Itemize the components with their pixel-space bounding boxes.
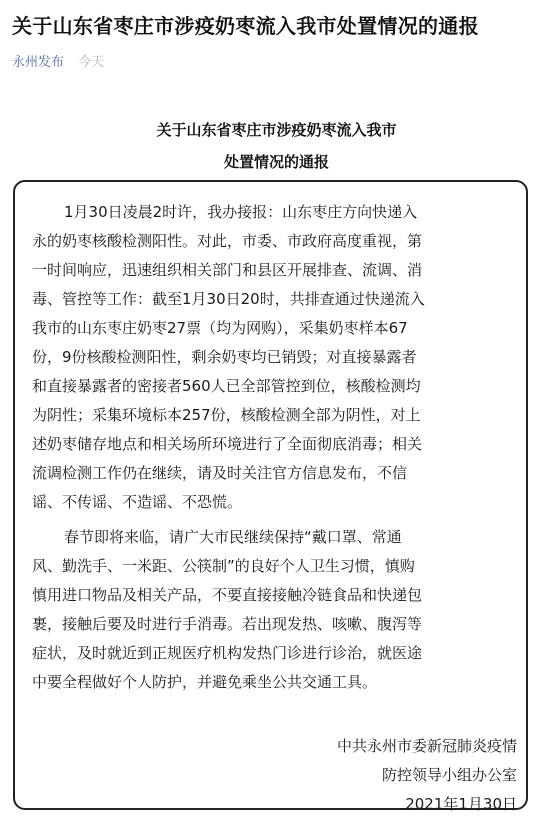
paragraph-1-line-11: 谣、不传谣、不造谣、不恐慌。 bbox=[32, 493, 243, 511]
paragraph-1-line-7: 和直接暴露者的密接者560人已全部管控到位，核酸检测均 bbox=[32, 377, 421, 395]
paragraph-1-line-5: 我市的山东枣庄奶枣27票（均为网购），采集奶枣样本67 bbox=[32, 319, 408, 337]
paragraph-2-line-1: 春节即将来临，请广大市民继续保持“戴口罩、常通 bbox=[64, 528, 402, 546]
paragraph-1-line-2: 永的奶枣核酸检测阳性。对此，市委、市政府高度重视，第 bbox=[32, 232, 423, 250]
paragraph-2-line-6: 中要全程做好个人防护，并避免乘坐公共交通工具。 bbox=[32, 673, 378, 691]
paragraph-1-line-10: 流调检测工作仍在继续，请及时关注官方信息发布，不信 bbox=[32, 464, 408, 482]
article-title: 关于山东省枣庄市涉疫奶枣流入我市处置情况的通报 bbox=[12, 14, 479, 38]
signature-org-line-1: 中共永州市委新冠肺炎疫情 bbox=[336, 737, 517, 755]
article-meta bbox=[12, 54, 104, 72]
paragraph-2-line-3: 慎用进口物品及相关产品，不要直接接触冷链食品和快递包 bbox=[32, 586, 423, 604]
notice-heading-line-1: 关于山东省枣庄市涉疫奶枣流入我市 bbox=[156, 121, 397, 139]
signature-org-line-2: 防控领导小组办公室 bbox=[381, 766, 517, 784]
paragraph-2-line-4: 裹，接触后要及时进行手消毒。若出现发热、咳嗽、腹泻等 bbox=[32, 615, 423, 633]
paragraph-1-line-9: 述奶枣储存地点和相关场所环境进行了全面彻底消毒；相关 bbox=[32, 435, 423, 453]
paragraph-1-line-6: 份，9份核酸检测阳性，剩余奶枣均已销毁；对直接暴露者 bbox=[32, 348, 417, 366]
paragraph-1-line-1: 1月30日凌晨2时许，我办接报：山东枣庄方向快递入 bbox=[64, 203, 418, 221]
paragraph-1-line-4: 毒、管控等工作：截至1月30日20时，共排查通过快递流入 bbox=[32, 290, 425, 308]
publish-date: 今天 bbox=[78, 55, 105, 70]
paragraph-2-line-5: 症状，及时就近到正规医疗机构发热门诊进行诊治，就医途 bbox=[32, 644, 423, 662]
paragraph-1-line-8: 为阴性；采集环境标本257份，核酸检测全部为阴性，对上 bbox=[32, 406, 421, 424]
account-name-link[interactable]: 永州发布 bbox=[12, 55, 65, 70]
notice-heading-line-2: 处置情况的通报 bbox=[223, 153, 329, 171]
signature-date: 2021年1月30日 bbox=[405, 795, 517, 813]
paragraph-2-line-2: 风、勤洗手、一米距、公筷制”的良好个人卫生习惯，慎购 bbox=[32, 557, 415, 575]
paragraph-1-line-3: 一时间响应，迅速组织相关部门和县区开展排查、流调、消 bbox=[32, 261, 423, 279]
